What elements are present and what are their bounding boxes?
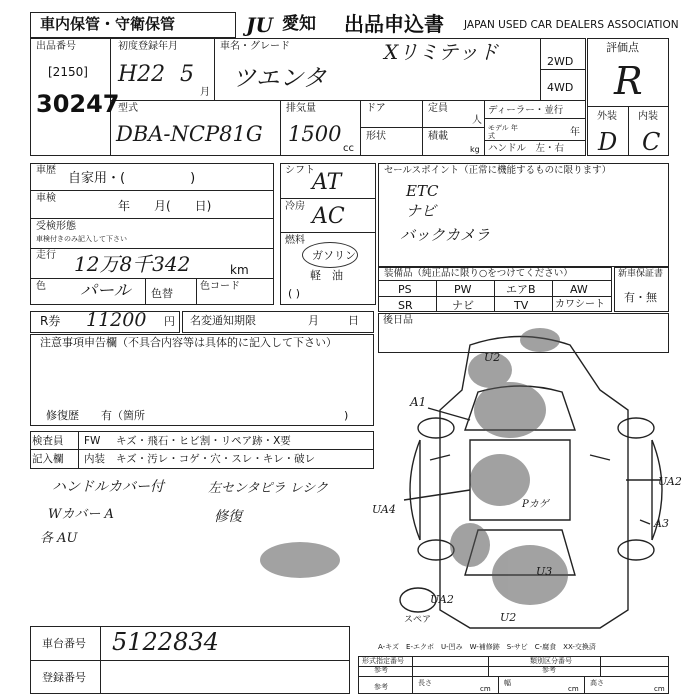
reg-year: H22	[118, 62, 166, 87]
fuel-label: 燃料	[285, 235, 305, 246]
model-year-label: モデル 年式	[488, 124, 518, 140]
dmg-label-u3: U3	[536, 565, 553, 578]
int-value: C	[642, 128, 661, 156]
tax-month: 月	[308, 314, 319, 327]
door-label: ドア	[366, 103, 386, 114]
load-label: 積載	[428, 131, 448, 142]
storage-type-label: 車内保管・守衛保管	[40, 15, 176, 33]
length-unit: cm	[480, 685, 491, 693]
back-items-label: 後日品	[383, 315, 413, 326]
history-value: 自家用・( )	[68, 171, 196, 186]
disp-label: 排気量	[286, 103, 316, 114]
inspect-value: 年 月( 日)	[118, 199, 212, 213]
record-label: 記入欄	[32, 453, 64, 465]
handwritten-note-1: ハンドルカバー付	[52, 479, 164, 495]
damage-legend: A-キズ E-エクボ U-凹み W-補修跡 S-サビ C-腐食 XX-交換済	[378, 643, 596, 651]
shift-value: AT	[312, 170, 342, 195]
notice-label: 注意事項申告欄（不具合内容等は具体的に記入して下さい）	[40, 336, 337, 349]
form-title-en: JAPAN USED CAR DEALERS ASSOCIATION	[464, 19, 679, 31]
guarantee-label: 新車保証書	[618, 269, 664, 279]
color-value: パール	[80, 281, 131, 301]
dmg-label-u2-top: U2	[484, 351, 501, 364]
disp-unit: cc	[343, 143, 354, 154]
r-ticket-unit: 円	[164, 315, 175, 328]
equip-ps: PS	[398, 283, 412, 296]
handwritten-note-4: 左センタピラ レシク	[208, 481, 329, 496]
dmg-label-pillar: Pカゲ	[522, 499, 549, 510]
inner-items: キズ・汚レ・コゲ・穴・スレ・キレ・破レ	[116, 453, 316, 465]
mileage-unit: km	[230, 263, 249, 277]
dmg-label-a1: A1	[410, 395, 427, 409]
reg-number-label: 登録番号	[42, 671, 86, 684]
chassis-value: 5122834	[112, 628, 219, 656]
score-label: 評価点	[606, 41, 639, 54]
repair-close: )	[344, 409, 349, 422]
handwritten-note-2: Wカバー A	[48, 507, 114, 522]
shape-label: 形状	[366, 131, 386, 142]
spare-label: スペア	[404, 615, 432, 625]
fw-items: キズ・飛石・ヒビ割・リペア跡・X要	[116, 435, 291, 447]
ext-value: D	[598, 128, 618, 156]
drive-2wd: 2WD	[547, 55, 574, 68]
dmg-label-ua2-bottom: UA2	[430, 593, 454, 606]
grade-value: Xリミテッド	[384, 40, 499, 64]
ac-label: 冷房	[285, 201, 305, 212]
dmg-label-u2-bottom: U2	[500, 611, 517, 624]
name-label: 車名・グレード	[220, 41, 290, 52]
mileage-label: 走行	[36, 250, 56, 261]
form-code-label: 形式指定番号	[362, 657, 404, 665]
color-code-label: 色コード	[200, 281, 240, 292]
length-label: 長さ	[418, 679, 432, 687]
fuel-paren: ( )	[288, 287, 301, 300]
int-label: 内装	[638, 111, 658, 122]
fuel-gasoline: ガソリン	[312, 249, 356, 262]
ref-label: 参考	[374, 683, 388, 691]
class-label: 類別区分番号	[530, 657, 572, 665]
spec-frame	[358, 656, 669, 694]
reg-label: 初度登録年月	[118, 41, 178, 52]
r-ticket-value: 11200	[86, 309, 147, 331]
height-label: 高さ	[590, 679, 604, 687]
equip-airbag: エアB	[506, 283, 536, 296]
load-unit: kg	[470, 145, 480, 154]
equipment-label: 装備品（純正品に限り○をつけてください）	[384, 268, 573, 279]
equip-sr: SR	[398, 299, 413, 312]
dmg-label-a3: A3	[654, 517, 669, 530]
receive-label: 受検形態	[36, 221, 76, 232]
chassis-label: 車台番号	[42, 637, 86, 650]
model-label: 型式	[118, 103, 138, 114]
repair-label: 修復歴 有（箇所	[46, 409, 145, 422]
reg-month-unit: 月	[200, 87, 210, 98]
fw-label: FW	[84, 435, 101, 447]
height-unit: cm	[654, 685, 665, 693]
color-change-label: 色替	[151, 287, 173, 300]
inner-label: 内装	[84, 453, 105, 465]
ac-value: AC	[312, 204, 345, 229]
reg-month: 5	[180, 62, 194, 87]
shift-label: シフト	[285, 165, 315, 176]
receive-sub: 車検付きのみ記入して下さい	[36, 235, 127, 243]
equip-aw: AW	[570, 283, 588, 296]
form-title: 出品申込書	[344, 12, 444, 36]
model-value: DBA-NCP81G	[116, 122, 263, 146]
handwritten-note-5: 修復	[214, 509, 242, 525]
color-label: 色	[36, 281, 46, 292]
dmg-label-ua2-right: UA2	[658, 475, 682, 488]
inspector-label: 検査員	[32, 435, 64, 447]
width-label: 幅	[504, 679, 511, 687]
r-ticket-label: R券	[40, 314, 61, 328]
guarantee-value: 有・無	[624, 291, 657, 304]
tax-day: 日	[348, 314, 359, 327]
sales-point-2: ナビ	[406, 202, 437, 220]
org-name: 愛知	[282, 14, 316, 34]
form-code-ref: 参考	[374, 666, 388, 674]
lot-sub: [2150]	[48, 65, 88, 79]
handle-label: ハンドル 左・右	[488, 143, 565, 154]
sales-point-1: ETC	[406, 182, 439, 200]
name-value: ツエンタ	[232, 64, 327, 92]
dealer-label: ディーラー・並行	[488, 105, 564, 116]
inspect-label: 車検	[36, 193, 56, 204]
dmg-label-ua4: UA4	[372, 503, 396, 516]
equip-pw: PW	[454, 283, 472, 296]
mileage-value: 12万8千342	[74, 252, 191, 276]
score-value: R	[614, 59, 643, 103]
capacity-unit: 人	[472, 115, 482, 126]
year-unit: 年	[570, 127, 580, 138]
equip-kawa: カワシート	[555, 299, 605, 310]
class-ref: 参考	[542, 666, 556, 674]
equip-tv: TV	[514, 299, 529, 312]
history-label: 車歴	[36, 165, 56, 176]
drive-4wd: 4WD	[547, 81, 574, 94]
ext-label: 外装	[597, 111, 617, 122]
width-unit: cm	[568, 685, 579, 693]
capacity-label: 定員	[428, 103, 448, 114]
sales-point-3: バックカメラ	[400, 226, 491, 244]
fuel-diesel: 軽 油	[310, 269, 343, 282]
sales-points-label: セールスポイント（正常に機能するものに限ります）	[384, 165, 612, 176]
lot-number: 30247	[36, 90, 120, 118]
ju-logo: JU	[246, 13, 273, 37]
tax-label: 名変通知期限	[190, 314, 256, 327]
handwritten-note-3: 各 AU	[40, 531, 78, 546]
lot-label: 出品番号	[36, 41, 76, 52]
disp-value: 1500	[288, 122, 342, 146]
equip-navi: ナビ	[452, 299, 474, 312]
